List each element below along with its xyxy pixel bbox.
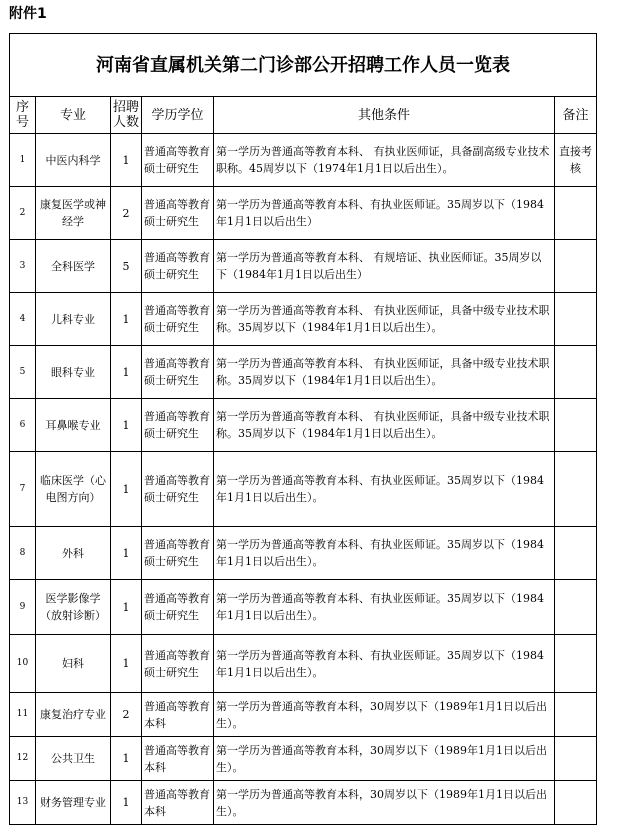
row-conditions: 第一学历为普通高等教育本科，30周岁以下（1989年1月1日以后出生）。 [214,693,555,737]
row-education: 普通高等教育硕士研究生 [142,452,214,527]
row-education: 普通高等教育硕士研究生 [142,293,214,346]
row-remark [555,635,597,693]
row-conditions: 第一学历为普通高等教育本科、有执业医师证。35周岁以下（1984年1月1日以后出生）。 [214,635,555,693]
row-conditions: 第一学历为普通高等教育本科、 有执业医师证，具备中级专业技术职称。35周岁以下（1984年1月1日以后出生）。 [214,293,555,346]
header-index: 序号 [10,97,36,134]
row-major: 眼科专业 [36,346,111,399]
row-major: 康复医学或神经学 [36,187,111,240]
row-count: 1 [111,737,142,781]
table-row [10,693,597,737]
table-row [10,452,597,527]
table-row [10,346,597,399]
row-major: 中医内科学 [36,134,111,187]
table-row [10,240,597,293]
row-count: 5 [111,240,142,293]
row-conditions: 第一学历为普通高等教育本科、有执业医师证。35周岁以下（1984年1月1日以后出生）。 [214,580,555,635]
row-conditions: 第一学历为普通高等教育本科、有执业医师证。35周岁以下（1984年1月1日以后出生）。 [214,452,555,527]
table-row [10,293,597,346]
row-remark [555,781,597,825]
header-major: 专业 [36,97,111,134]
row-education: 普通高等教育本科 [142,737,214,781]
header-education: 学历学位 [142,97,214,134]
row-count: 1 [111,293,142,346]
row-education: 普通高等教育硕士研究生 [142,399,214,452]
table-row [10,527,597,580]
row-education: 普通高等教育硕士研究生 [142,240,214,293]
row-index: 11 [10,693,36,737]
row-count: 1 [111,399,142,452]
recruitment-table [9,33,597,825]
row-education: 普通高等教育硕士研究生 [142,134,214,187]
table-row [10,187,597,240]
row-remark [555,346,597,399]
row-remark [555,293,597,346]
row-count: 1 [111,452,142,527]
row-major: 耳鼻喉专业 [36,399,111,452]
row-education: 普通高等教育硕士研究生 [142,346,214,399]
row-education: 普通高等教育硕士研究生 [142,187,214,240]
row-major: 临床医学（心电图方向） [36,452,111,527]
row-conditions: 第一学历为普通高等教育本科，30周岁以下（1989年1月1日以后出生）。 [214,781,555,825]
row-index: 4 [10,293,36,346]
row-count: 1 [111,635,142,693]
table-row [10,580,597,635]
row-index: 13 [10,781,36,825]
row-major: 外科 [36,527,111,580]
row-index: 12 [10,737,36,781]
row-remark [555,737,597,781]
row-major: 妇科 [36,635,111,693]
row-conditions: 第一学历为普通高等教育本科、有执业医师证。35周岁以下（1984年1月1日以后出生） [214,187,555,240]
row-conditions: 第一学历为普通高等教育本科、 有执业医师证，具备中级专业技术职称。35周岁以下（1984年1月1日以后出生）。 [214,399,555,452]
row-count: 1 [111,134,142,187]
table-row [10,134,597,187]
row-index: 8 [10,527,36,580]
row-conditions: 第一学历为普通高等教育本科，30周岁以下（1989年1月1日以后出生）。 [214,737,555,781]
header-count: 招聘人数 [111,97,142,134]
table-row [10,399,597,452]
row-education: 普通高等教育本科 [142,781,214,825]
row-remark: 直接考核 [555,134,597,187]
attachment-label: 附件1 [9,6,47,22]
row-conditions: 第一学历为普通高等教育本科、 有规培证、执业医师证。35周岁以下（1984年1月1日以后出生） [214,240,555,293]
row-count: 1 [111,580,142,635]
row-index: 6 [10,399,36,452]
row-count: 1 [111,781,142,825]
row-major: 医学影像学（放射诊断） [36,580,111,635]
row-education: 普通高等教育硕士研究生 [142,635,214,693]
row-index: 5 [10,346,36,399]
row-conditions: 第一学历为普通高等教育本科、 有执业医师证，具备副高级专业技术职称。45周岁以下（1974年1月1日以后出生）。 [214,134,555,187]
row-remark [555,399,597,452]
table-title: 河南省直属机关第二门诊部公开招聘工作人员一览表 [10,34,597,97]
header-remark: 备注 [555,97,597,134]
row-conditions: 第一学历为普通高等教育本科、 有执业医师证，具备中级专业技术职称。35周岁以下（1984年1月1日以后出生）。 [214,346,555,399]
row-index: 7 [10,452,36,527]
row-count: 1 [111,527,142,580]
row-education: 普通高等教育本科 [142,693,214,737]
row-remark [555,240,597,293]
row-count: 2 [111,693,142,737]
header-row [10,97,597,134]
row-remark [555,580,597,635]
row-remark [555,187,597,240]
table-row [10,635,597,693]
row-count: 1 [111,346,142,399]
row-major: 公共卫生 [36,737,111,781]
row-index: 1 [10,134,36,187]
row-index: 2 [10,187,36,240]
table-row [10,781,597,825]
header-conditions: 其他条件 [214,97,555,134]
row-index: 10 [10,635,36,693]
row-education: 普通高等教育硕士研究生 [142,527,214,580]
row-conditions: 第一学历为普通高等教育本科、有执业医师证。35周岁以下（1984年1月1日以后出生）。 [214,527,555,580]
table-row [10,737,597,781]
row-major: 全科医学 [36,240,111,293]
row-index: 3 [10,240,36,293]
row-major: 财务管理专业 [36,781,111,825]
row-remark [555,452,597,527]
row-remark [555,693,597,737]
row-major: 康复治疗专业 [36,693,111,737]
row-education: 普通高等教育硕士研究生 [142,580,214,635]
row-major: 儿科专业 [36,293,111,346]
row-index: 9 [10,580,36,635]
row-count: 2 [111,187,142,240]
row-remark [555,527,597,580]
